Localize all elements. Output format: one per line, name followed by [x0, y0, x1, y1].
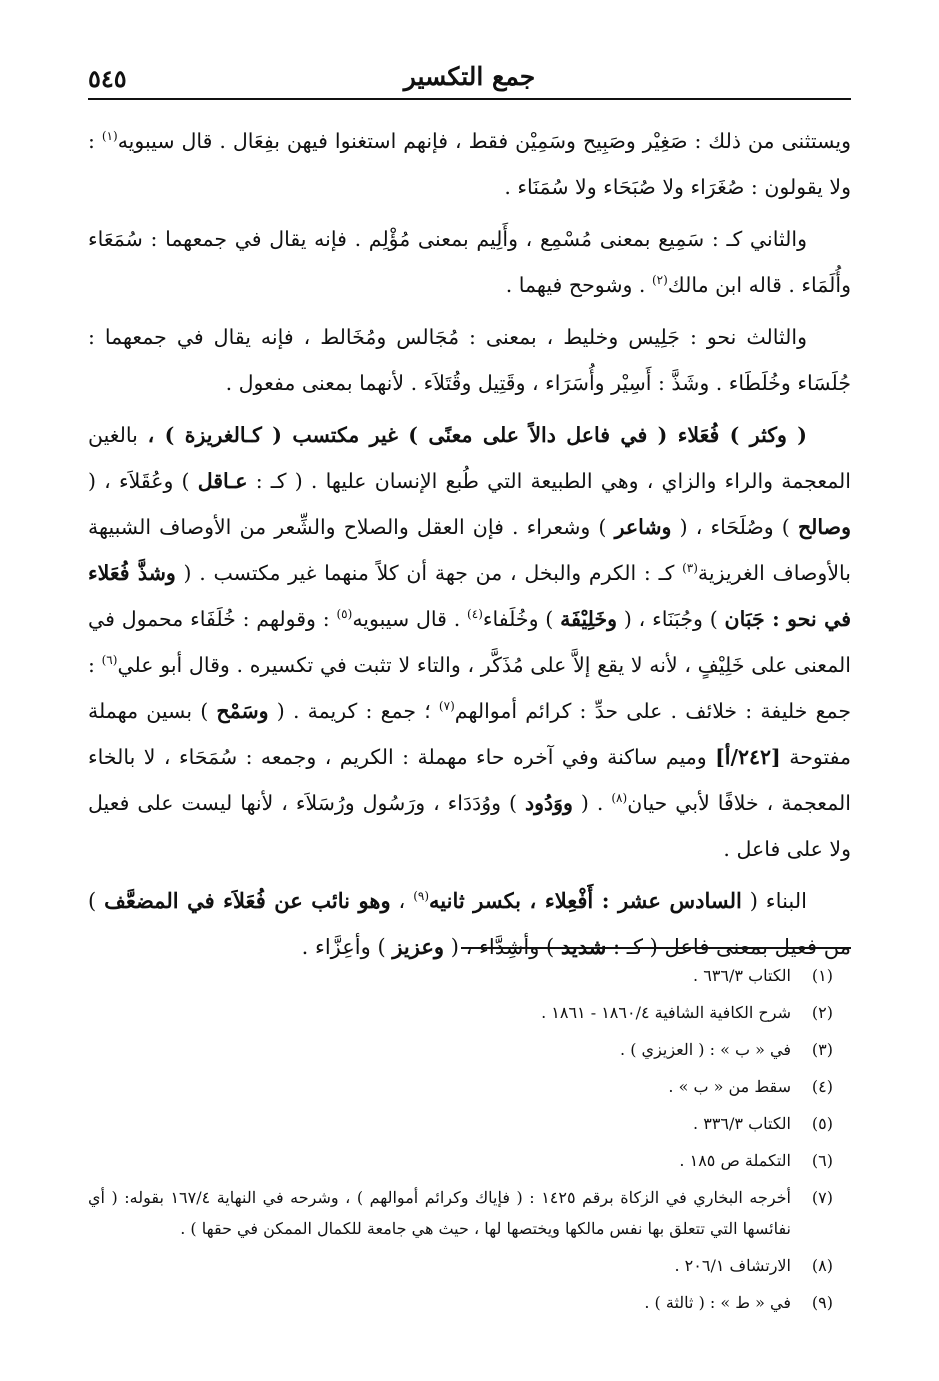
footnote-reference: (٩) — [413, 889, 430, 903]
bold-text: وعزيز — [392, 934, 445, 959]
footnote-divider — [461, 947, 851, 949]
text-run: ؛ جمع : كريمة . ( — [268, 699, 439, 723]
footnote — [88, 1250, 851, 1281]
text-run: البناء ( — [741, 889, 807, 913]
bold-text: [٢٤٢/أ] — [715, 745, 781, 769]
footnote-text: الارتشاف ٢٠٦/١ . — [674, 1256, 791, 1275]
footnote-text: في « ط » : ( ثالثة ) . — [644, 1293, 791, 1312]
footnote-text: سقط من « ب » . — [668, 1077, 791, 1096]
footnote-number: (٧) — [811, 1188, 833, 1207]
text-run: ) وخُلَفاء — [482, 607, 561, 631]
text-run: والثالث نحو : جَلِيس وخليط ، بمعنى : مُجَالس ومُخَالط ، فإنه يقال في جمعهما : جُلَسَاء وخُلَطَاء . وشَذَّ : أَسِيْر وأُسَرَاء ، وقَتِيل وقُتَلاَء . لأنهما بمعنى مفعول . — [88, 325, 851, 395]
bold-text: ( وكثر ) فُعَلاء ( في فاعل دالاً على معنًى ) غير مكتسب ( كـالغريزة ) ، — [147, 423, 807, 447]
footnote-number: (٤) — [811, 1077, 833, 1096]
paragraph — [88, 118, 851, 210]
text-run: ) وأشِدَّاء ، ( — [444, 935, 561, 959]
paragraph — [88, 878, 851, 970]
footnote-text: في « ب » : ( العزيزي ) . — [620, 1040, 791, 1059]
footnotes — [88, 960, 851, 1324]
text-run: ) وشعراء . فإن العقل والصلاح والشِّعر من الأوصاف الشبيهة بالأوصاف الغريزية — [88, 515, 851, 585]
footnote-number: (٦) — [811, 1151, 833, 1170]
footnote-reference: (٣) — [682, 561, 698, 576]
footnote — [88, 960, 851, 991]
bold-text: ووَدُود — [524, 791, 573, 815]
footnote — [88, 1182, 851, 1244]
footnote-number: (٨) — [811, 1256, 833, 1275]
footnote-reference: (٦) — [101, 653, 118, 668]
bold-text: شديد — [560, 934, 607, 959]
text-run: . قال سيبويه — [352, 607, 468, 631]
text-run: ) بسين مهملة مفتوحة — [88, 699, 851, 769]
footnote-text: التكملة ص ١٨٥ . — [679, 1151, 791, 1170]
bold-text: وصالح — [797, 515, 851, 539]
text-run: وميم ساكنة وفي آخره حاء مهملة : الكريم ، وجمعه : سُمَحَاء ، لا بالخاء المعجمة ، خلافًا لأبي حيان — [88, 745, 851, 815]
footnote-text: الكتاب ٦٣٦/٣ . — [693, 966, 791, 985]
text-run: : جمع خليفة : خلائف . على حدِّ : كرائم أموالهم — [88, 653, 852, 723]
paragraph — [88, 412, 851, 872]
text-run: . وشوحح فيهما . — [505, 273, 652, 297]
bold-text: وهو نائب عن فُعَلاَء في المضعَّف — [104, 888, 391, 913]
bold-text: وسَمْح — [216, 699, 269, 723]
footnote-number: (٢) — [811, 1003, 833, 1022]
footnote-reference: (٤) — [467, 607, 483, 622]
footnote-text: الكتاب ٣٣٦/٣ . — [693, 1114, 791, 1133]
text-run: : ولا يقولون : صُغَرَاء ولا صُبَحَاء ولا سُمَنَاء . — [88, 129, 851, 199]
text-run: ، — [390, 889, 414, 913]
footnote-number: (١) — [811, 966, 833, 985]
footnote — [88, 1108, 851, 1139]
text-run: ) وجُبَنَاء ، ( — [617, 607, 725, 631]
footnote — [88, 1145, 851, 1176]
footnote-text: شرح الكافية الشافية ١٨٦٠/٤ - ١٨٦١ . — [541, 1003, 791, 1022]
text-run: ) من فعيل بمعنى فاعل ( كـ : — [88, 889, 851, 959]
main-text — [88, 118, 851, 976]
page-header — [88, 60, 851, 100]
footnote-number: (٩) — [811, 1293, 833, 1312]
text-run: والثاني كـ : سَمِيع بمعنى مُسْمِع ، وأَلِيم بمعنى مُؤْلِم . فإنه يقال في جمعهما : سُمَعَاء وأُلَمَاء . قاله ابن مالك — [88, 227, 851, 297]
footnote — [88, 997, 851, 1028]
bold-text: وشاعر — [614, 515, 672, 539]
footnote — [88, 1287, 851, 1318]
text-run: : وقولهم : خُلَفَاء محمول في المعنى على خَلِيْفٍ ، لأنه لا يقع إلاَّ على مُذَكَّر ، والتاء لا تثبت في تكسيره . وقال أبو علي — [88, 607, 851, 677]
footnote-text: أخرجه البخاري في الزكاة برقم ١٤٢٥ : ( فإياك وكرائم أموالهم ) ، وشرحه في النهاية ١٦٧/٤ بقوله: ( أي نفائسها التي تتعلق بها نفس مالكها ويختصها لها ، حيث هي جامعة للكمال الممكن في حقها ) . — [88, 1188, 792, 1238]
text-run: ) وأعِزَّاء . — [301, 935, 393, 959]
footnote-reference: (٢) — [651, 273, 668, 288]
page-number: ٥٤٥ — [88, 64, 127, 93]
footnote-reference: (١) — [101, 129, 118, 144]
footnote — [88, 1071, 851, 1102]
bold-text: وخَلِيْفَة — [560, 607, 618, 631]
bold-text: عـاقل — [197, 469, 248, 493]
text-run: ) ووُدَدَاء ، ورَسُول ورُسَلاَء ، لأنها ليست على فعيل ولا على فاعل . — [88, 791, 851, 861]
text-run: بالغين المعجمة والراء والزاي ، وهي الطبيعة التي طُبع الإنسان عليها . ( كـ : — [88, 423, 852, 493]
footnote-reference: (٧) — [438, 699, 455, 714]
bold-text: السادس عشر : أَفْعِلاء ، بكسر ثانيه — [429, 888, 742, 913]
text-run: ) وعُقَلاَء ، ( — [88, 469, 198, 493]
text-run: ويستثنى من ذلك : صَغِيْر وصَبِيح وسَمِيْن فقط ، فإنهم استغنوا فيهن بفِعَال . قال سيبويه — [117, 129, 851, 153]
footnote-number: (٣) — [811, 1040, 833, 1059]
footnote — [88, 1034, 851, 1065]
text-run: . ( — [572, 791, 612, 815]
paragraph — [88, 216, 851, 308]
paragraph — [88, 314, 851, 406]
footnote-reference: (٥) — [336, 607, 353, 622]
bold-text: وشذَّ فُعَلاء في نحو : جَبَان — [88, 561, 851, 631]
running-title: جمع التكسير — [403, 62, 536, 91]
footnote-number: (٥) — [811, 1114, 833, 1133]
text-run: ) وصُلَحَاء ، ( — [671, 515, 798, 539]
text-run: كـ : الكرم والبخل ، من جهة أن كلاً منهما غير مكتسب . ( — [175, 561, 683, 585]
footnote-reference: (٨) — [611, 791, 628, 806]
